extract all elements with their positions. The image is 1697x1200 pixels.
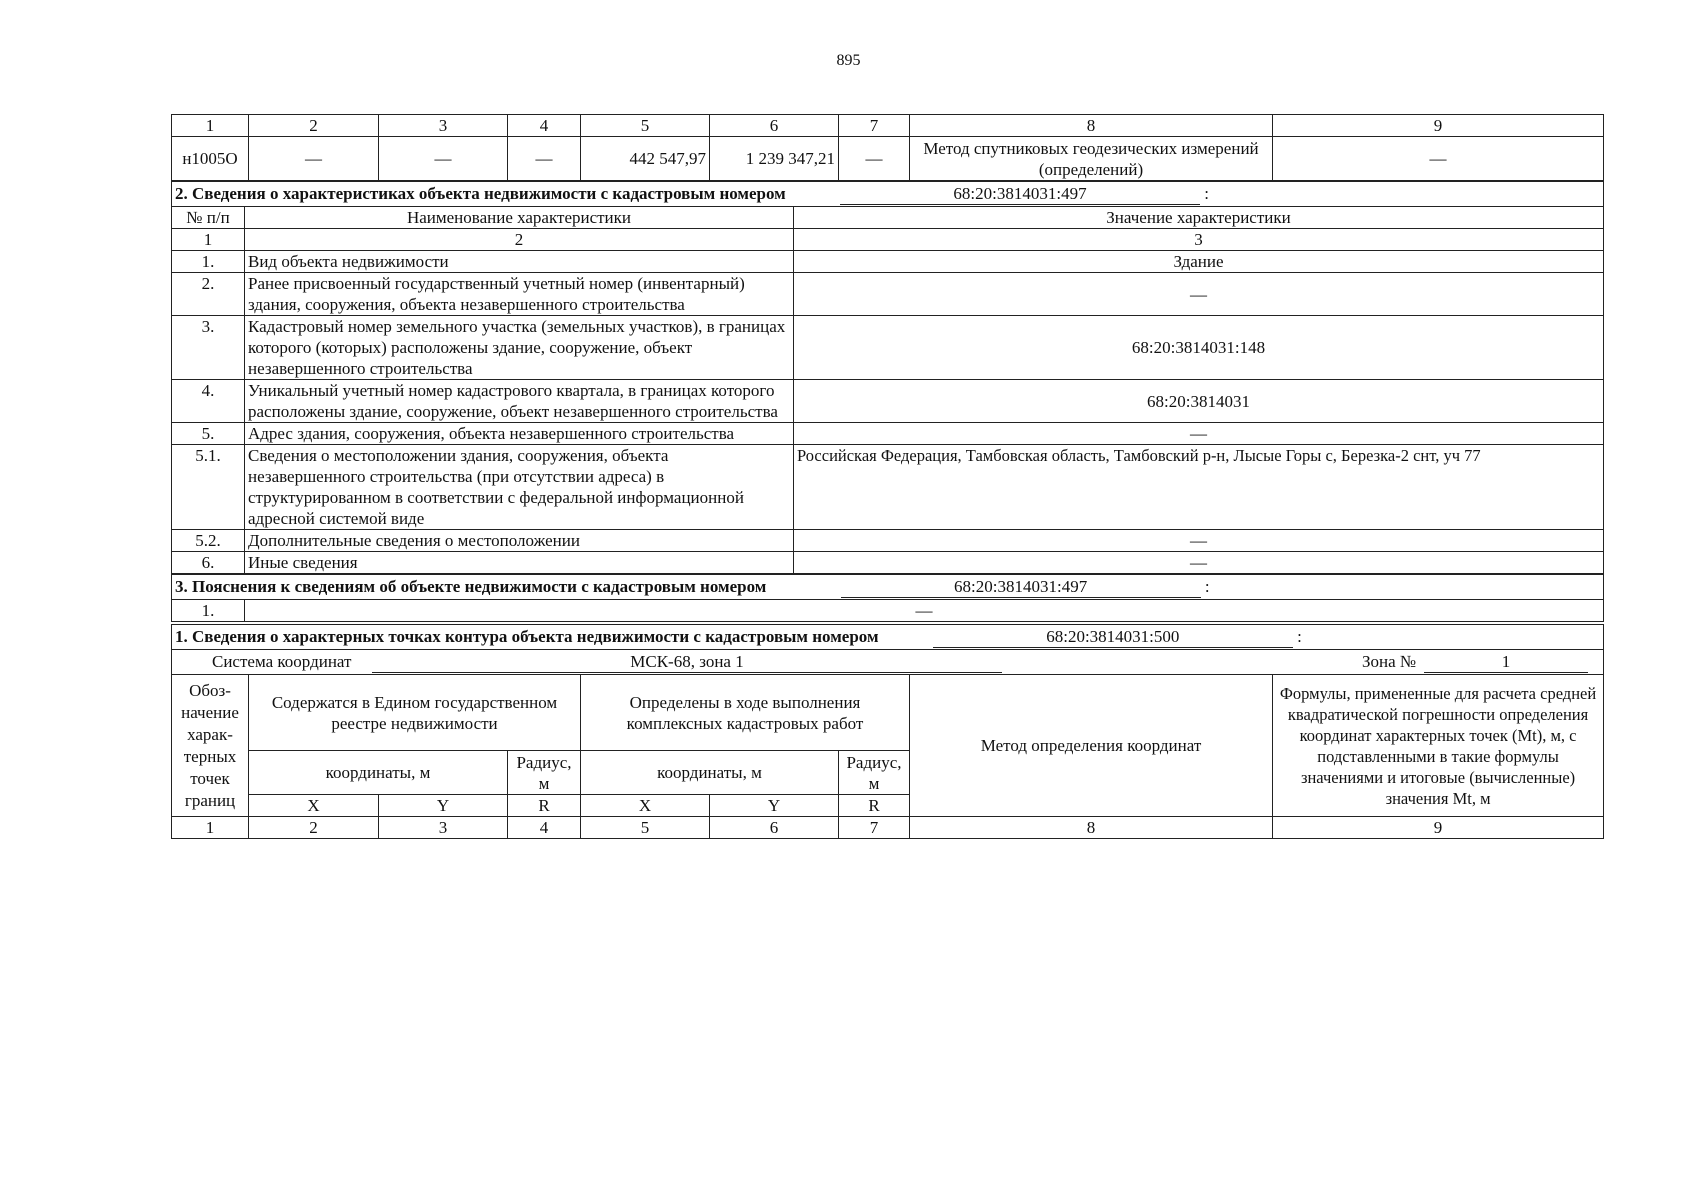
header-radius: Радиус, м (508, 751, 581, 795)
header-r: R (839, 795, 910, 817)
index-cell: 3 (379, 115, 508, 137)
index-cell: 7 (839, 115, 910, 137)
index-cell: 7 (839, 817, 910, 839)
header-coords: координаты, м (249, 751, 508, 795)
coord-system-value: МСК-68, зона 1 (372, 651, 1002, 673)
row-name: Кадастровый номер земельного участка (земельных участков), в границах которого (которых) расположены здание, сооружение, объект незавершенного строительства (245, 316, 794, 380)
page-number: 895 (836, 52, 861, 69)
row-num: 1. (172, 251, 245, 273)
header-radius: Радиус, м (839, 751, 910, 795)
header-r: R (508, 795, 581, 817)
row-value: — (794, 423, 1604, 445)
document-body (171, 114, 1603, 839)
row-value: — (794, 273, 1604, 316)
section1b-title-row (172, 625, 1604, 650)
section2-cadastral: 68:20:3814031:497 (840, 183, 1200, 205)
header-row-1 (172, 675, 1604, 751)
row-num: 2. (172, 273, 245, 316)
row-value: — (794, 530, 1604, 552)
explanations-table (171, 574, 1604, 622)
contour-index-row (172, 817, 1604, 839)
index-cell: 6 (710, 817, 839, 839)
row-num: 5. (172, 423, 245, 445)
row-num: 5.2. (172, 530, 245, 552)
header-value: Значение характеристики (794, 207, 1604, 229)
index-cell: 9 (1273, 817, 1604, 839)
header-egrn: Содержатся в Едином государственном реестре недвижимости (249, 675, 581, 751)
header-y: Y (379, 795, 508, 817)
table-row (172, 316, 1604, 380)
section1b-title: 1. Сведения о характерных точках контура объекта недвижимости с кадастровым номером (175, 627, 879, 646)
header-ckr: Определены в ходе выполнения комплексных кадастровых работ (581, 675, 910, 751)
index-cell: 4 (508, 817, 581, 839)
point-designation: н1005О (172, 137, 249, 181)
header-num: № п/п (172, 207, 245, 229)
row-value: Российская Федерация, Тамбовская область, Тамбовский р-н, Лысые Горы с, Березка-2 снт, уч 77 (794, 445, 1604, 530)
characteristics-header-row (172, 207, 1604, 229)
row-value: 68:20:3814031:148 (794, 316, 1604, 380)
index-cell: 2 (245, 229, 794, 251)
points-table-continuation (171, 114, 1604, 181)
zone-value: 1 (1424, 651, 1588, 673)
index-cell: 1 (172, 817, 249, 839)
table-row (172, 380, 1604, 423)
section3-title: 3. Пояснения к сведениям об объекте недвижимости с кадастровым номером (175, 577, 767, 596)
table-row (172, 251, 1604, 273)
dash-cell: — (1273, 137, 1604, 181)
dash-cell: — (508, 137, 581, 181)
section3-cadastral: 68:20:3814031:497 (841, 576, 1201, 598)
row-name: Иные сведения (245, 552, 794, 574)
header-name: Наименование характеристики (245, 207, 794, 229)
header-y: Y (710, 795, 839, 817)
coord-system-row (172, 650, 1604, 675)
row-num: 5.1. (172, 445, 245, 530)
index-cell: 2 (249, 115, 379, 137)
coord-x: 442 547,97 (581, 137, 710, 181)
section1b-cadastral: 68:20:3814031:500 (933, 626, 1293, 648)
dash-cell: — (249, 137, 379, 181)
section2-title-row (172, 182, 1604, 207)
row-value: — (794, 552, 1604, 574)
coord-y: 1 239 347,21 (710, 137, 839, 181)
index-cell: 3 (794, 229, 1604, 251)
points-index-row (172, 115, 1604, 137)
table-row (172, 600, 1604, 622)
dash-cell: — (379, 137, 508, 181)
header-x: X (249, 795, 379, 817)
section2-title: 2. Сведения о характеристиках объекта недвижимости с кадастровым номером (175, 184, 786, 203)
row-value: 68:20:3814031 (794, 380, 1604, 423)
row-num: 1. (172, 600, 245, 622)
row-value: — (245, 600, 1604, 622)
table-row (172, 530, 1604, 552)
row-num: 6. (172, 552, 245, 574)
header-method: Метод определения координат (910, 675, 1273, 817)
row-num: 4. (172, 380, 245, 423)
header-designation: Обоз-начение харак-терных точек границ (172, 675, 249, 817)
row-name: Дополнительные сведения о местоположении (245, 530, 794, 552)
index-cell: 4 (508, 115, 581, 137)
table-row (172, 273, 1604, 316)
row-name: Сведения о местоположении здания, сооружения, объекта незавершенного строительства (при отсутствии адреса) в структурированном в соответствии с федеральной информационной адресной системой виде (245, 445, 794, 530)
points-data-row (172, 137, 1604, 181)
row-name: Адрес здания, сооружения, объекта незавершенного строительства (245, 423, 794, 445)
section2-colon: : (1204, 184, 1209, 203)
index-cell: 1 (172, 115, 249, 137)
row-value: Здание (794, 251, 1604, 273)
method-cell: Метод спутниковых геодезических измерений (определений) (910, 137, 1273, 181)
index-cell: 5 (581, 817, 710, 839)
row-name: Вид объекта недвижимости (245, 251, 794, 273)
characteristics-index-row (172, 229, 1604, 251)
index-cell: 9 (1273, 115, 1604, 137)
section3-title-row (172, 575, 1604, 600)
row-name: Уникальный учетный номер кадастрового квартала, в границах которого расположены здание, сооружение, объект незавершенного строительства (245, 380, 794, 423)
header-x: X (581, 795, 710, 817)
index-cell: 2 (249, 817, 379, 839)
index-cell: 5 (581, 115, 710, 137)
dash-cell: — (839, 137, 910, 181)
table-row (172, 445, 1604, 530)
index-cell: 1 (172, 229, 245, 251)
contour-points-table (171, 624, 1604, 839)
row-name: Ранее присвоенный государственный учетный номер (инвентарный) здания, сооружения, объекта незавершенного строительства (245, 273, 794, 316)
index-cell: 3 (379, 817, 508, 839)
coord-system-label: Система координат (212, 652, 352, 671)
index-cell: 8 (910, 817, 1273, 839)
section3-colon: : (1204, 577, 1210, 596)
characteristics-table (171, 181, 1604, 574)
row-num: 3. (172, 316, 245, 380)
zone-label: Зона № (1362, 652, 1417, 671)
table-row (172, 552, 1604, 574)
header-coords: координаты, м (581, 751, 839, 795)
section1b-colon: : (1297, 627, 1302, 646)
table-row (172, 423, 1604, 445)
header-formulas: Формулы, примененные для расчета средней квадратической погрешности определения координат характерных точек (Mt), м, с подставленными в такие формулы значениями и итоговые (вычисленные) значения Mt, м (1273, 675, 1604, 817)
index-cell: 8 (910, 115, 1273, 137)
index-cell: 6 (710, 115, 839, 137)
